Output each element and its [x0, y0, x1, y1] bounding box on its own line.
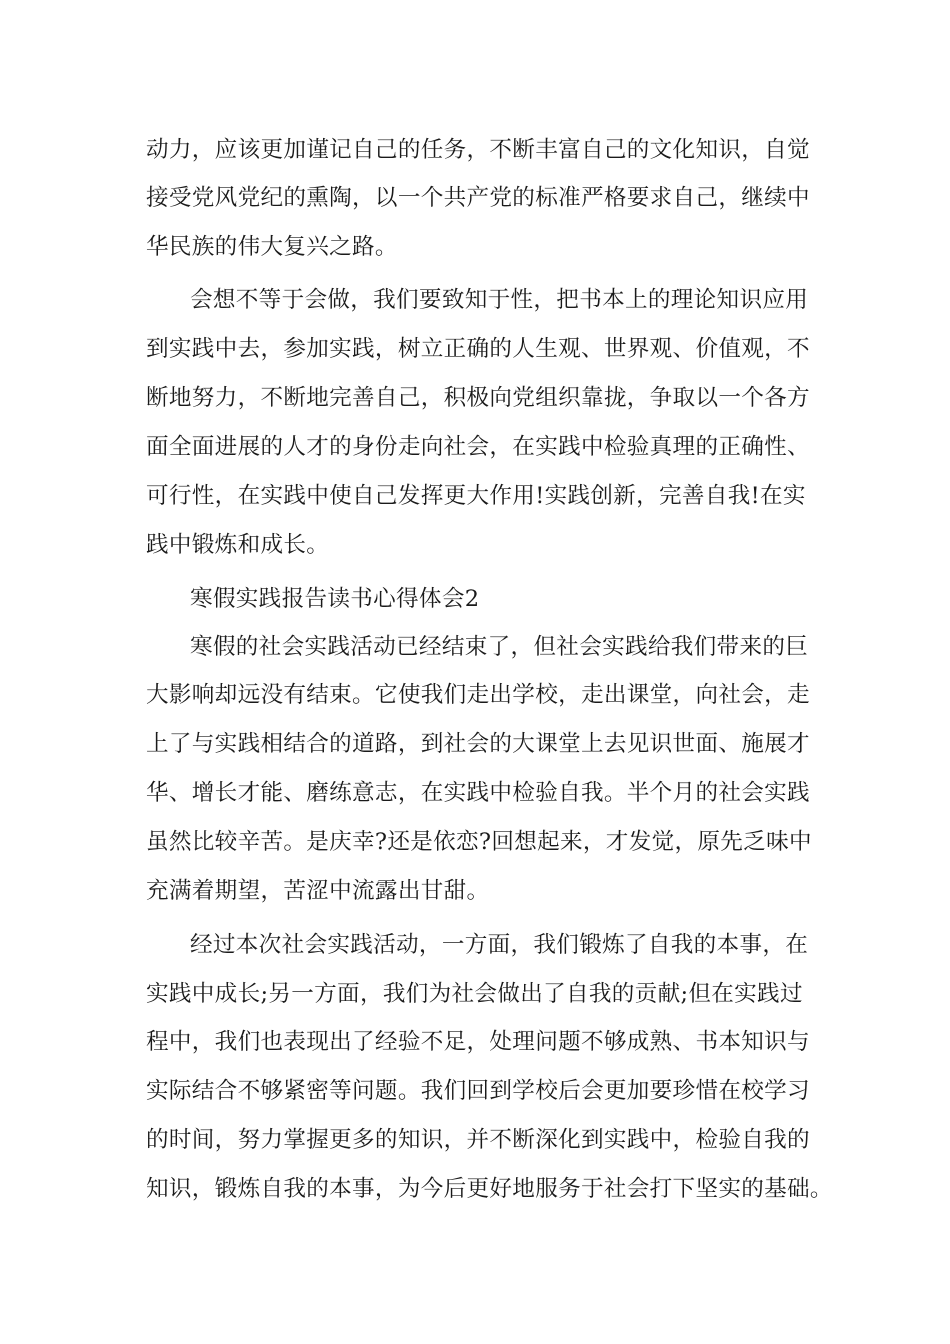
body-text-line: 动力，应该更加谨记自己的任务，不断丰富自己的文化知识，自觉 — [146, 137, 810, 163]
body-text-line: 华民族的伟大复兴之路。 — [146, 234, 398, 260]
body-text-line: 虽然比较辛苦。是庆幸?还是依恋?回想起来，才发觉，原先乏味中 — [146, 829, 812, 855]
body-text-line: 接受党风党纪的熏陶，以一个共产党的标准严格要求自己，继续中 — [146, 185, 810, 211]
body-text-line: 上了与实践相结合的道路，到社会的大课堂上去见识世面、施展才 — [146, 731, 810, 757]
body-text-line: 践中锻炼和成长。 — [146, 532, 330, 558]
section-title: 寒假实践报告读书心得体会2 — [190, 586, 480, 612]
body-text-line: 知识，锻炼自我的本事，为今后更好地服务于社会打下坚实的基础。 — [146, 1176, 833, 1202]
body-text-line: 充满着期望，苦涩中流露出甘甜。 — [146, 878, 490, 904]
body-text-line: 可行性，在实践中使自己发挥更大作用!实践创新，完善自我!在实 — [146, 483, 806, 509]
body-text-line: 华、增长才能、磨练意志，在实践中检验自我。半个月的社会实践 — [146, 780, 810, 806]
body-text-line: 大影响却远没有结束。它使我们走出学校，走出课堂，向社会，走 — [146, 682, 810, 708]
body-text-line: 断地努力，不断地完善自己，积极向党组织靠拢，争取以一个各方 — [146, 385, 810, 411]
body-text-line: 实践中成长;另一方面，我们为社会做出了自我的贡献;但在实践过 — [146, 981, 803, 1007]
body-text-line: 的时间，努力掌握更多的知识，并不断深化到实践中，检验自我的 — [146, 1127, 810, 1153]
paragraph-first-line: 经过本次社会实践活动，一方面，我们锻炼了自我的本事，在 — [190, 932, 809, 958]
body-text-line: 到实践中去，参加实践，树立正确的人生观、世界观、价值观，不 — [146, 336, 810, 362]
paragraph-first-line: 寒假的社会实践活动已经结束了，但社会实践给我们带来的巨 — [190, 634, 809, 660]
paragraph-first-line: 会想不等于会做，我们要致知于性，把书本上的理论知识应用 — [190, 287, 809, 313]
body-text-line: 程中，我们也表现出了经验不足，处理问题不够成熟、书本知识与 — [146, 1029, 810, 1055]
body-text-line: 实际结合不够紧密等问题。我们回到学校后会更加要珍惜在校学习 — [146, 1078, 810, 1104]
body-text-line: 面全面进展的人才的身份走向社会，在实践中检验真理的正确性、 — [146, 434, 810, 460]
